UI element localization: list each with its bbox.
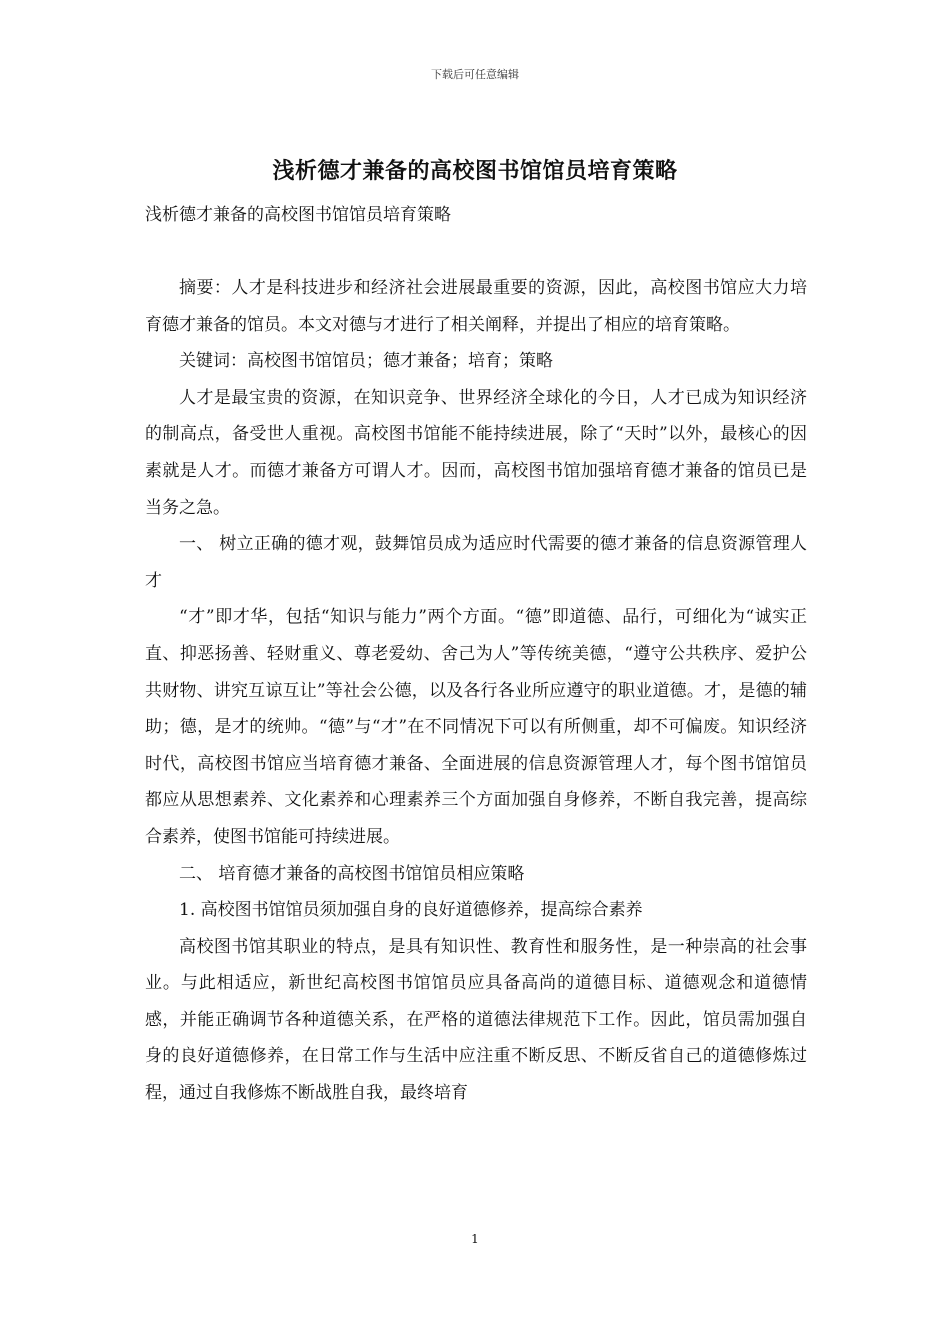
- header-note: 下载后可任意编辑: [431, 68, 519, 81]
- abstract-paragraph: 摘要：人才是科技进步和经济社会进展最重要的资源，因此，高校图书馆应大力培育德才兼备的馆员。本文对德与才进行了相关阐释，并提出了相应的培育策略。: [145, 278, 807, 335]
- document-title: 浅析德才兼备的高校图书馆馆员培育策略: [272, 158, 678, 184]
- body-paragraph: “才”即才华，包括“知识与能力”两个方面。“德”即道德、品行，可细化为“诚实正直、抑恶扬善、轻财重义、尊老爱幼、舍己为人”等传统美德，“遵守公共秩序、爱护公共财物、讲究互谅互让”等社会公德，以及各行各业所应遵守的职业道德。才，是德的辅助；德，是才的统帅。“德”与“才”在不同情况下可以有所侧重，却不可偏废。知识经济时代，高校图书馆应当培育德才兼备、全面进展的信息资源管理人才，每个图书馆馆员都应从思想素养、文化素养和心理素养三个方面加强自身修养，不断自我完善，提高综合素养，使图书馆能可持续进展。: [145, 607, 807, 847]
- subsection-heading-1: 1. 高校图书馆馆员须加强自身的良好道德修养，提高综合素养: [179, 900, 643, 921]
- document-body: [145, 270, 807, 1112]
- document-subtitle: 浅析德才兼备的高校图书馆馆员培育策略: [145, 205, 451, 225]
- page-number: 1: [471, 1232, 479, 1246]
- section-heading-1: 一、 树立正确的德才观，鼓舞馆员成为适应时代需要的德才兼备的信息资源管理人才: [145, 534, 807, 591]
- section-heading-2: 二、 培育德才兼备的高校图书馆馆员相应策略: [179, 863, 525, 884]
- intro-paragraph: 人才是最宝贵的资源，在知识竞争、世界经济全球化的今日，人才已成为知识经济的制高点，备受世人重视。高校图书馆能不能持续进展，除了“天时”以外，最核心的因素就是人才。而德才兼备方可谓人才。因而，高校图书馆加强培育德才兼备的馆员已是当务之急。: [145, 387, 807, 518]
- body-paragraph: 高校图书馆其职业的特点，是具有知识性、教育性和服务性，是一种崇高的社会事业。与此相适应，新世纪高校图书馆馆员应具备高尚的道德目标、道德观念和道德情感，并能正确调节各种道德关系，在严格的道德法律规范下工作。因此，馆员需加强自身的良好道德修养，在日常工作与生活中应注重不断反思、不断反省自己的道德修炼过程，通过自我修炼不断战胜自我，最终培育: [145, 936, 807, 1104]
- keywords-paragraph: 关键词：高校图书馆馆员；德才兼备；培育；策略: [179, 351, 553, 372]
